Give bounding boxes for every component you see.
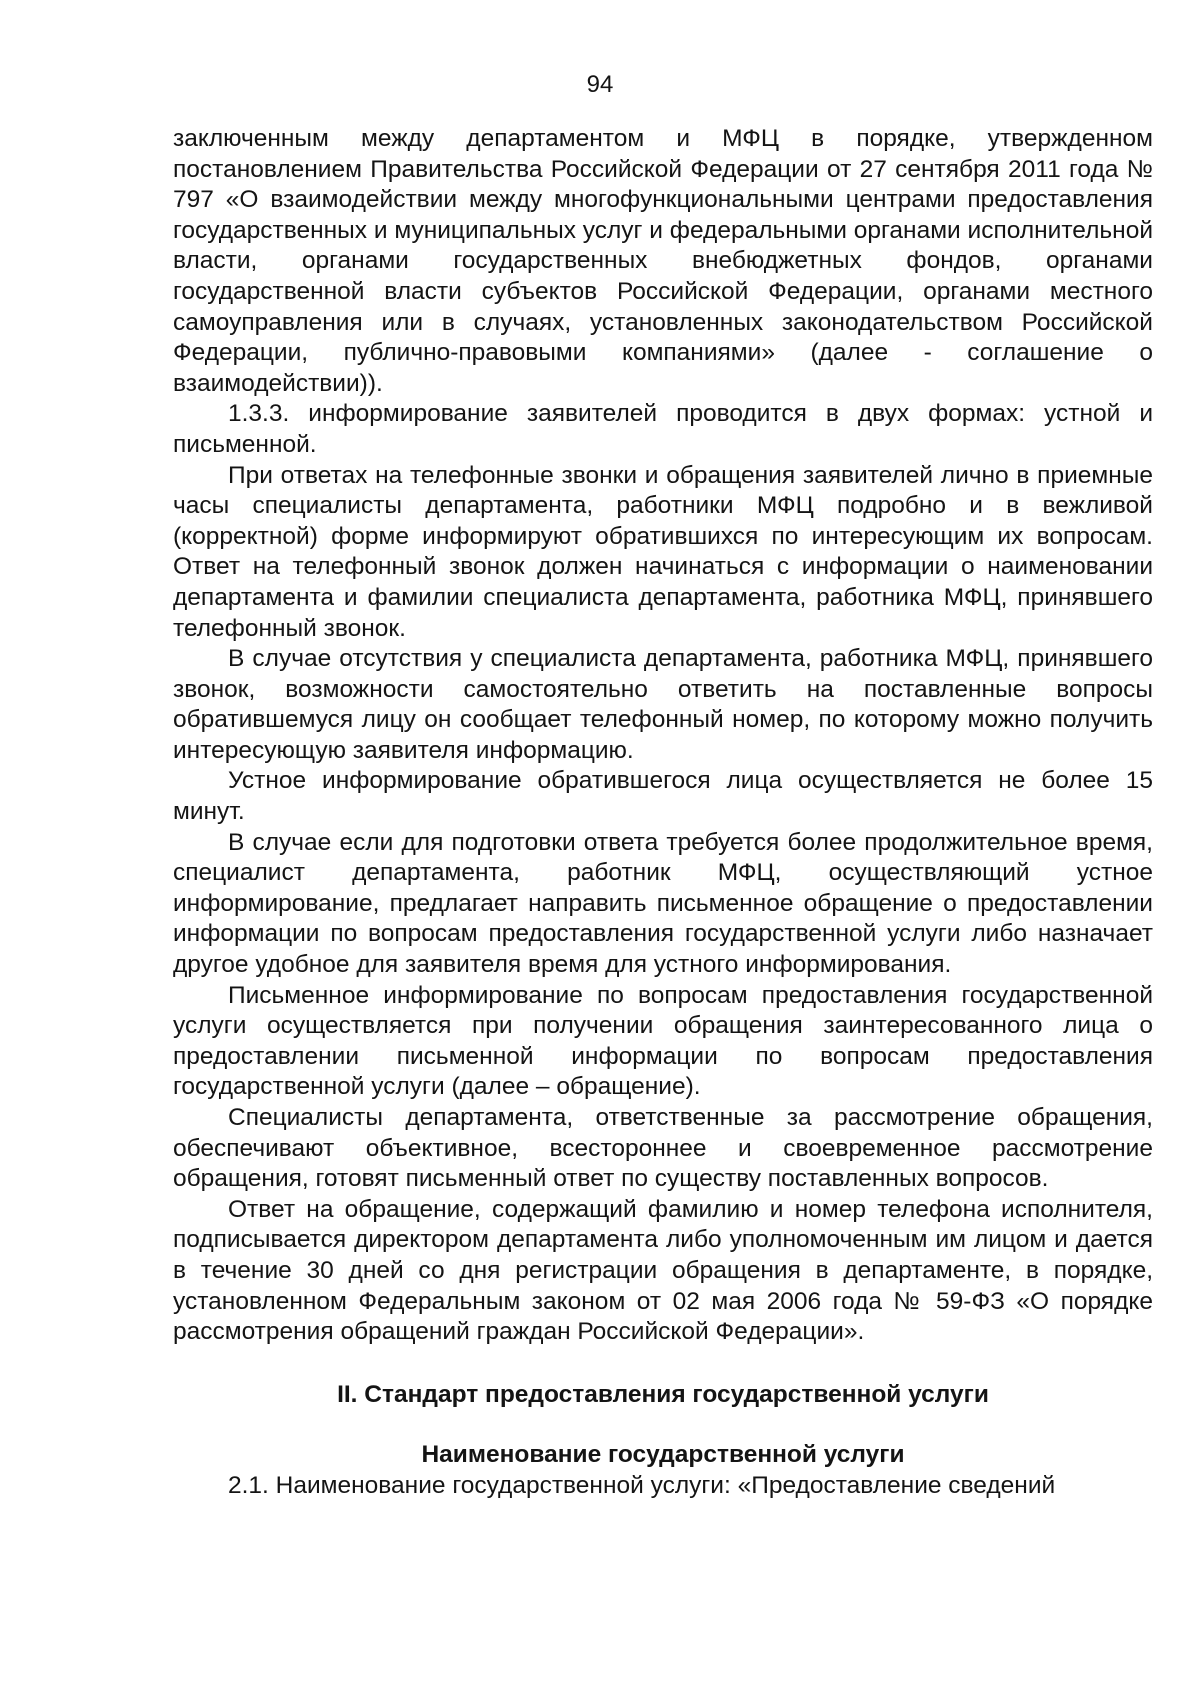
paragraph-absence-case: В случае отсутствия у специалиста департамента, работника МФЦ, принявшего звонок, возможности самостоятельно ответить на поставленные вопросы обратившемуся лицу он сообщает телефонный номер, по которому можно получить интересующую заявителя информацию.	[173, 645, 1153, 764]
subsection-heading: Наименование государственной услуги	[421, 1441, 905, 1469]
page-number: 94	[586, 71, 614, 98]
paragraph-written-info: Письменное информирование по вопросам предоставления государственной услуги осуществляется при получении обращения заинтересованного лица о предоставлении письменной информации по вопросам предоставления государственной услуги (далее – обращение).	[173, 981, 1153, 1101]
section-heading: II. Стандарт предоставления государственной услуги	[337, 1380, 989, 1408]
paragraph-2-1: 2.1. Наименование государственной услуги: «Предоставление сведений	[228, 1471, 1056, 1499]
paragraph-phone-calls: При ответах на телефонные звонки и обращения заявителей лично в приемные часы специалисты департамента, работники МФЦ подробно и в вежливой (корректной) форме информируют обратившихся по интересующим их вопросам. Ответ на телефонный звонок должен начинаться с информации о наименовании департамента и фамилии специалиста департамента, работника МФЦ, принявшего телефонный звонок.	[173, 461, 1153, 642]
paragraph-response: Ответ на обращение, содержащий фамилию и номер телефона исполнителя, подписывается директором департамента либо уполномоченным им лицом и дается в течение 30 дней со дня регистрации обращения в департаменте, в порядке, установленном Федеральным законом от 02 мая 2006 года № 59-ФЗ «О порядке рассмотрения обращений граждан Российской Федерации».	[173, 1195, 1153, 1346]
paragraph-longer-time: В случае если для подготовки ответа требуется более продолжительное время, специалист департамента, работник МФЦ, осуществляющий устное информирование, предлагает направить письменное обращение о предоставлении информации по вопросам предоставления государственной услуги либо назначает другое удобное для заявителя время для устного информирования.	[173, 828, 1153, 979]
paragraph-continuation: заключенным между департаментом и МФЦ в порядке, утвержденном постановлением Правительства Российской Федерации от 27 сентября 2011 года № 797 «О взаимодействии между многофункциональными центрами предоставления государственных и муниципальных услуг и федеральными органами исполнительной власти, органами государственных внебюджетных фондов, органами государственной власти субъектов Российской Федерации, органами местного самоуправления или в случаях, установленных законодательством Российской Федерации, публично-правовыми компаниями» (далее - соглашение о взаимодействии)).	[173, 125, 1153, 397]
paragraph-1-3-3: 1.3.3. информирование заявителей проводится в двух формах: устной и письменной.	[173, 400, 1153, 458]
document-body	[173, 124, 1153, 1502]
paragraph-specialists: Специалисты департамента, ответственные за рассмотрение обращения, обеспечивают объективное, всестороннее и своевременное рассмотрение обращения, готовят письменный ответ по существу поставленных вопросов.	[173, 1104, 1153, 1193]
paragraph-oral-duration: Устное информирование обратившегося лица осуществляется не более 15 минут.	[173, 767, 1153, 826]
